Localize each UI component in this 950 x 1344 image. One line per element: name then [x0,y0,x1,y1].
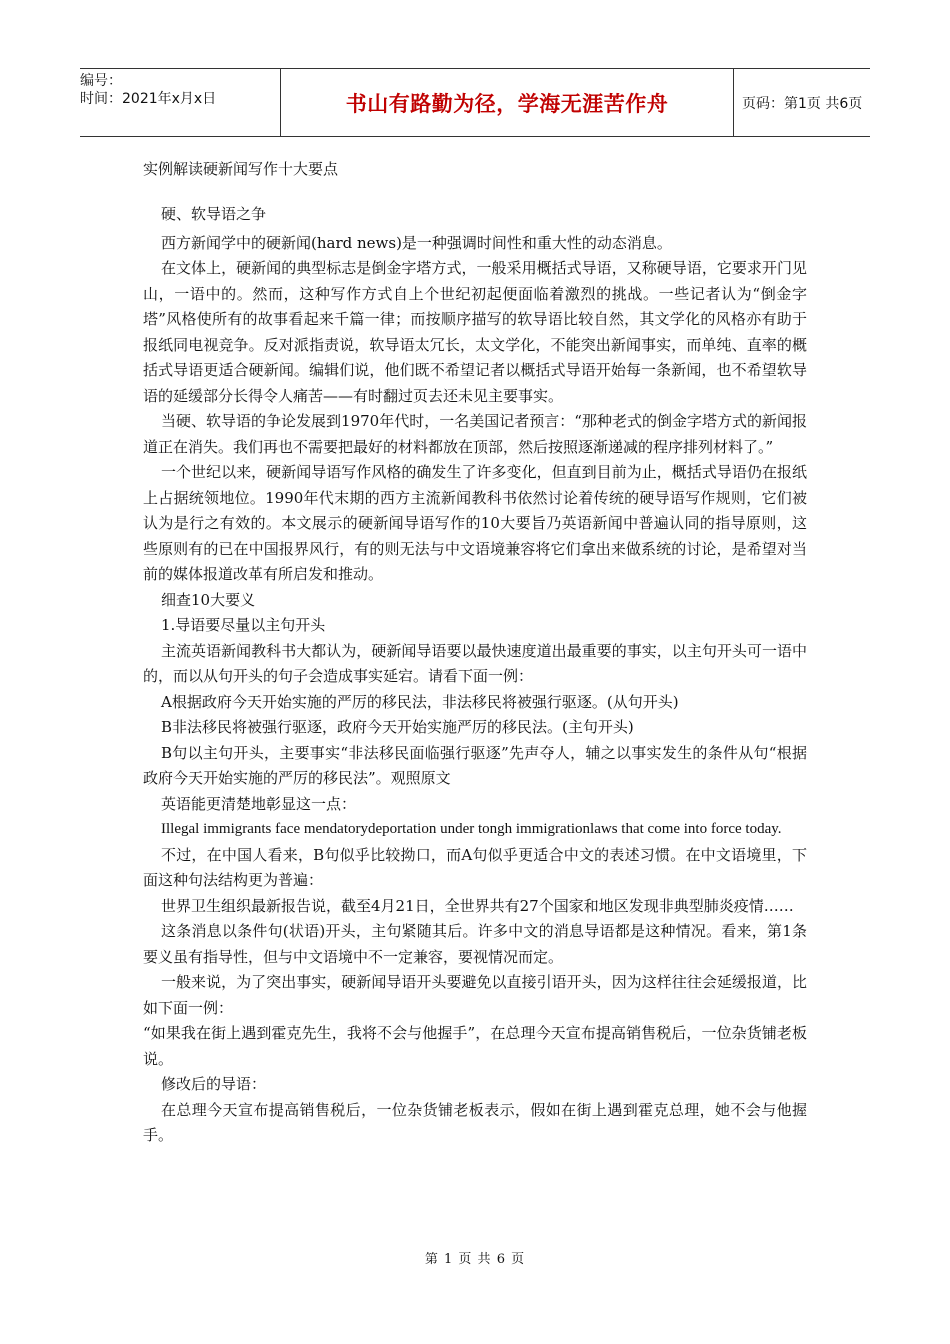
paragraph: 英语能更清楚地彰显这一点： [161,794,357,813]
document-title: 实例解读硬新闻写作十大要点 [143,160,339,178]
footer-page-number: 第 1 页 共 6 页 [424,1252,526,1267]
document-body [143,156,807,1149]
example-sentence: A根据政府今天开始实施的严厉的移民法，非法移民将被强行驱逐。(从句开头) [161,692,679,711]
example-quote: “如果我在街上遇到霍克先生，我将不会与他握手”，在总理今天宣布提高销售税后，一位杂货铺老板说。 [143,1024,807,1068]
header-left-cell [80,69,280,139]
paragraph: B句以主句开头，主要事实“非法移民面临强行驱逐”先声夺人，辅之以事实发生的条件从句“根据政府今天开始实施的严厉的移民法”。观照原文 [143,743,807,787]
paragraph: 不过，在中国人看来，B句似乎比较拗口，而A句似乎更适合中文的表述习惯。在中文语境里，下面这种句法结构更为普遍： [143,845,807,889]
paragraph: 主流英语新闻教科书大都认为，硬新闻导语要以最快速度道出最重要的事实，以主句开头可一语中的，而以从句开头的句子会造成事实延宕。请看下面一例： [143,641,807,685]
header-page-info: 页码：第1页 共6页 [742,95,863,112]
paragraph: 一个世纪以来，硬新闻导语写作风格的确发生了许多变化，但直到目前为止，概括式导语仍在报纸上占据统领地位。1990年代末期的西方主流新闻教科书依然讨论着传统的硬导语写作规则，它们被认为是行之有效的。本文展示的硬新闻导语写作的10大要旨乃英语新闻中普遍认同的指导原则，这些原则有的已在中国报界风行，有的则无法与中文语境兼容将它们拿出来做系统的讨论，是希望对当前的媒体报道改革有所启发和推动。 [143,463,807,583]
subheading: 1.导语要尽量以主句开头 [161,616,326,634]
paragraph: 一般来说，为了突出事实，硬新闻导语开头要避免以直接引语开头，因为这样往往会延缓报道，比如下面一例： [143,973,807,1017]
paragraph: 在文体上，硬新闻的典型标志是倒金字塔方式，一般采用概括式导语，又称硬导语，它要求开门见山，一语中的。然而，这种写作方式自上个世纪初起便面临着激烈的挑战。一些记者认为“倒金字塔”风格使所有的故事看起来千篇一律；而按顺序描写的软导语比较自然，其文学化的风格亦有助于报纸同电视竞争。反对派指责说，软导语太冗长，太文学化，不能突出新闻事实，而单纯、直率的概括式导语更适合硬新闻。编辑们说，他们既不希望记者以概括式导语开始每一条新闻，也不希望软导语的延缓部分长得令人痛苦——有时翻过页去还未见主要事实。 [143,259,807,405]
section-heading: 硬、软导语之争 [161,205,267,223]
paragraph: 修改后的导语： [161,1075,267,1093]
paragraph: 当硬、软导语的争论发展到1970年代时，一名美国记者预言：“那种老式的倒金字塔方式的新闻报道正在消失。我们再也不需要把最好的材料都放在顶部，然后按照逐渐递减的程序排列材料了。” [143,412,807,456]
doc-number-label: 编号： [80,73,122,89]
paragraph: 在总理今天宣布提高销售税后，一位杂货铺老板表示，假如在街上遇到霍克总理，她不会与他握手。 [143,1100,807,1144]
example-sentence: 世界卫生组织最新报告说，截至4月21日，全世界共有27个国家和地区发现非典型肺炎疫情…… [161,896,794,915]
paragraph: 这条消息以条件句(状语)开头，主句紧随其后。许多中文的消息导语都是这种情况。看来，第1条要义虽有指导性，但与中文语境中不一定兼容，要视情况而定。 [143,922,807,966]
section-heading: 细查10大要义 [161,590,256,609]
english-quote: Illegal immigrants face mendatorydeportation under tongh immigrationlaws that come into force today. [161,821,782,837]
example-sentence: B非法移民将被强行驱逐，政府今天开始实施严厉的移民法。(主句开头) [161,718,634,736]
header-motto-cell [280,69,734,136]
paragraph: 西方新闻学中的硬新闻(hard news)是一种强调时间性和重大性的动态消息。 [161,233,672,252]
page-header [80,68,870,137]
header-motto: 书山有路勤为径，学海无涯苦作舟 [345,91,669,116]
page-footer [0,1248,950,1267]
header-page-cell [732,69,880,136]
doc-date-label: 时间：2021年x月x日 [80,91,217,107]
